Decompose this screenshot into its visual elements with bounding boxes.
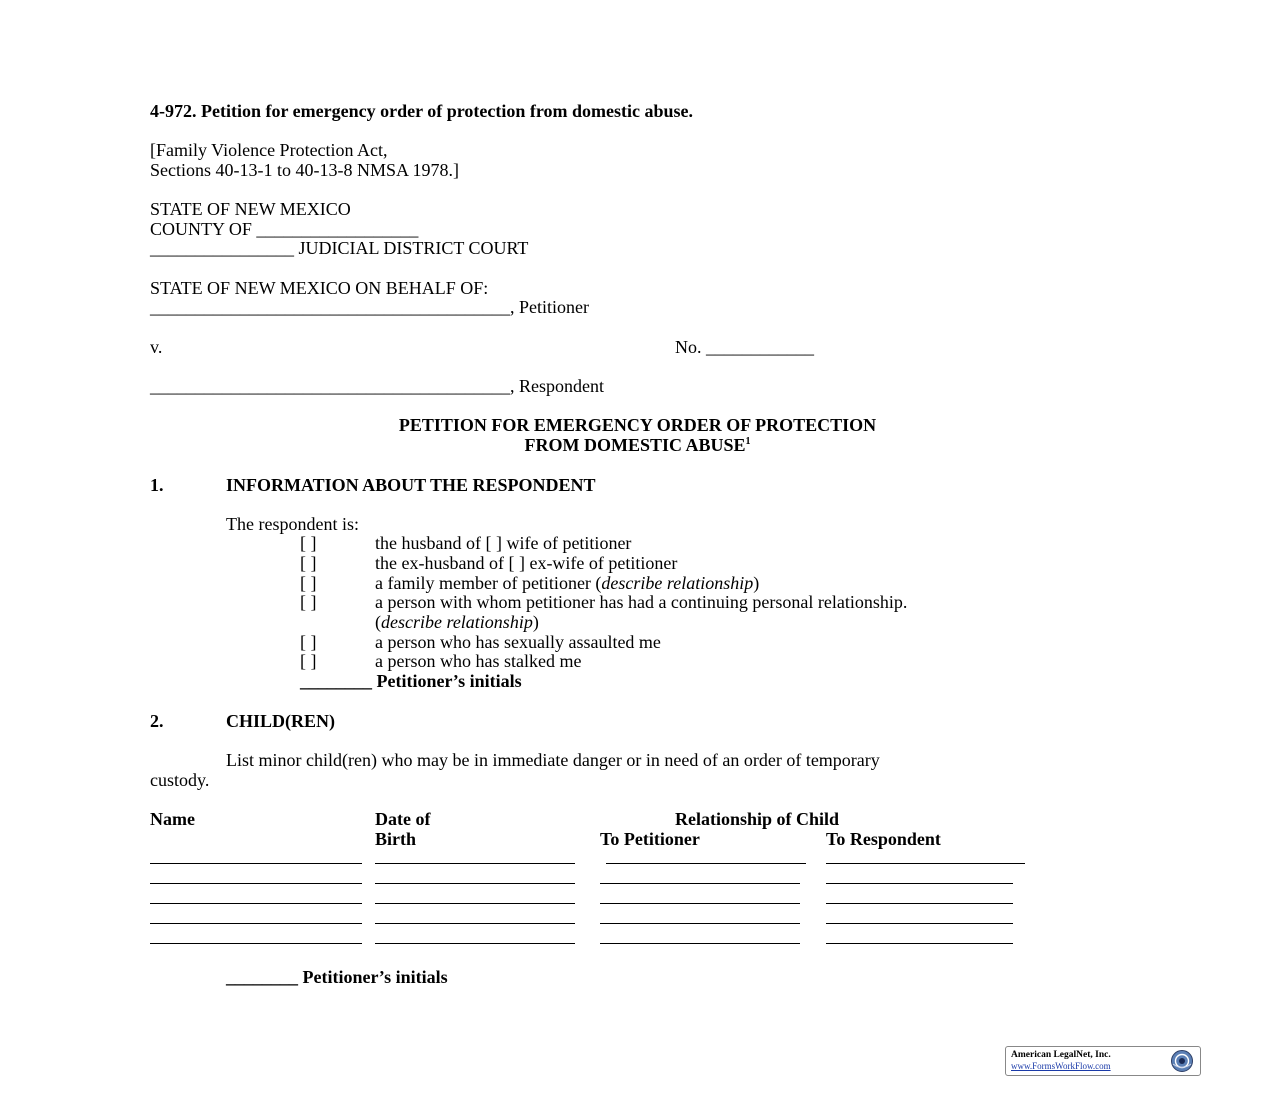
row-1-name-field[interactable]: [150, 863, 362, 864]
respondent-intro: The respondent is:: [226, 514, 359, 534]
checkbox-relationship[interactable]: [ ]: [300, 592, 317, 612]
respondent-field[interactable]: ________________________________________, Respondent: [150, 376, 604, 396]
row-4-dob-field[interactable]: [375, 923, 575, 924]
legalnet-logo: [1005, 1046, 1201, 1076]
court-field[interactable]: ________________ JUDICIAL DISTRICT COURT: [150, 238, 529, 258]
col-to-respondent-header: To Respondent: [826, 829, 941, 849]
option-stalked-label: a person who has stalked me: [375, 651, 582, 671]
checkbox-family-member[interactable]: [ ]: [300, 573, 317, 593]
checkbox-ex-husband[interactable]: [ ]: [300, 553, 317, 573]
section-2-number: 2.: [150, 711, 164, 731]
row-4-to-petitioner-field[interactable]: [600, 923, 800, 924]
row-5-dob-field[interactable]: [375, 943, 575, 944]
children-intro-line-1: List minor child(ren) who may be in immediate danger or in need of an order of temporary: [226, 750, 880, 770]
petition-heading-line-1: PETITION FOR EMERGENCY ORDER OF PROTECTION: [398, 415, 877, 435]
option-sexual-assault-label: a person who has sexually assaulted me: [375, 632, 661, 652]
option-relationship-describe: (describe relationship): [375, 612, 539, 632]
row-3-to-respondent-field[interactable]: [826, 903, 1013, 904]
on-behalf-label: STATE OF NEW MEXICO ON BEHALF OF:: [150, 278, 489, 298]
row-2-to-respondent-field[interactable]: [826, 883, 1013, 884]
footnote-mark: 1: [745, 436, 751, 447]
logo-url-link[interactable]: www.FormsWorkFlow.com: [1011, 1061, 1111, 1071]
option-ex-husband-label: the ex-husband of [ ] ex-wife of petitioner: [375, 553, 678, 573]
row-1-to-respondent-field[interactable]: [826, 863, 1025, 864]
logo-company-name: American LegalNet, Inc.: [1011, 1050, 1111, 1060]
checkbox-stalked[interactable]: [ ]: [300, 651, 317, 671]
globe-icon: [1170, 1049, 1194, 1073]
option-family-member-label: a family member of petitioner (describe relationship): [375, 573, 760, 593]
case-number-field[interactable]: No. ____________: [675, 337, 814, 357]
col-dob-header-2: Birth: [375, 829, 417, 849]
row-2-name-field[interactable]: [150, 883, 362, 884]
row-1-to-petitioner-field[interactable]: [606, 863, 806, 864]
option-husband-label: the husband of [ ] wife of petitioner: [375, 533, 632, 553]
section-2-initials-field[interactable]: ________ Petitioner’s initials: [226, 967, 448, 987]
form-title: 4-972. Petition for emergency order of protection from domestic abuse.: [150, 101, 694, 121]
row-5-to-respondent-field[interactable]: [826, 943, 1013, 944]
row-3-dob-field[interactable]: [375, 903, 575, 904]
col-dob-header-1: Date of: [375, 809, 431, 829]
row-5-name-field[interactable]: [150, 943, 362, 944]
statute-line-1: [Family Violence Protection Act,: [150, 140, 388, 160]
versus-label: v.: [150, 337, 163, 357]
option-relationship-label: a person with whom petitioner has had a continuing personal relationship.: [375, 592, 908, 612]
row-1-dob-field[interactable]: [375, 863, 575, 864]
col-relationship-header: Relationship of Child: [675, 809, 840, 829]
statute-line-2: Sections 40-13-1 to 40-13-8 NMSA 1978.]: [150, 160, 459, 180]
row-2-dob-field[interactable]: [375, 883, 575, 884]
children-intro-line-2: custody.: [150, 770, 210, 790]
row-4-to-respondent-field[interactable]: [826, 923, 1013, 924]
petitioner-field[interactable]: ________________________________________, Petitioner: [150, 297, 589, 317]
row-3-to-petitioner-field[interactable]: [600, 903, 800, 904]
row-3-name-field[interactable]: [150, 903, 362, 904]
checkbox-husband[interactable]: [ ]: [300, 533, 317, 553]
row-2-to-petitioner-field[interactable]: [600, 883, 800, 884]
checkbox-sexual-assault[interactable]: [ ]: [300, 632, 317, 652]
state-heading: STATE OF NEW MEXICO: [150, 199, 351, 219]
county-field[interactable]: COUNTY OF __________________: [150, 219, 419, 239]
section-1-initials-field[interactable]: ________ Petitioner’s initials: [300, 671, 522, 691]
section-2-title: CHILD(REN): [226, 711, 336, 731]
row-5-to-petitioner-field[interactable]: [600, 943, 800, 944]
row-4-name-field[interactable]: [150, 923, 362, 924]
section-1-title: INFORMATION ABOUT THE RESPONDENT: [226, 475, 596, 495]
section-1-number: 1.: [150, 475, 164, 495]
col-name-header: Name: [150, 809, 195, 829]
petition-heading-line-2: FROM DOMESTIC ABUSE$^1$: [524, 435, 751, 455]
col-to-petitioner-header: To Petitioner: [600, 829, 700, 849]
